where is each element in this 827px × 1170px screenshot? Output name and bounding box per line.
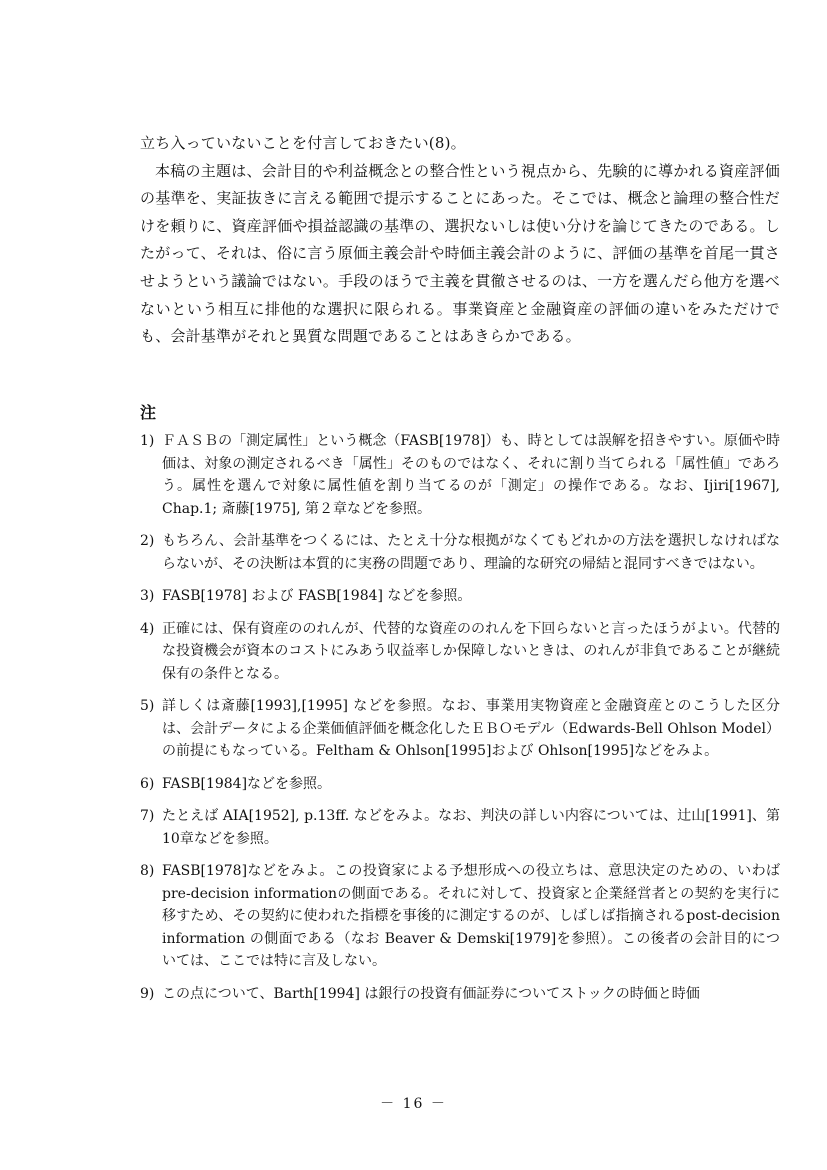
note-number: 6) xyxy=(140,775,155,792)
note-text: FASB[1984]などを参照。 xyxy=(162,775,332,792)
note-item xyxy=(140,805,780,850)
note-number: 8) xyxy=(140,863,155,879)
notes-list xyxy=(140,430,780,1015)
note-item xyxy=(140,585,780,608)
note-text: たとえば AIA[1952], p.13ff. などをみよ。なお、判決の詳しい内容については、辻山[1991]、第10章などを参照。 xyxy=(162,808,780,847)
note-item xyxy=(140,618,780,686)
note-text: 正確には、保有資産ののれんが、代替的な資産ののれんを下回らないと言ったほうがよい。代替的な投資機会が資本のコストにみあう収益率しか保障しないときは、のれんが非負であることが継続保有の条件となる。 xyxy=(162,620,780,682)
note-item xyxy=(140,983,780,1006)
note-item xyxy=(140,530,780,575)
page-number: － 16 － xyxy=(380,1096,447,1112)
body-paragraph-continuation: 立ち入っていないことを付言しておきたい(8)。 xyxy=(140,134,466,152)
note-item xyxy=(140,773,780,796)
note-item xyxy=(140,695,780,763)
note-number: 4) xyxy=(140,620,155,637)
note-text: FASB[1978]などをみよ。この投資家による予想形成への役立ちは、意思決定のための、いわばpre-decision informationの側面である。それに対して、投資家と企業経営者との契約を実行に移すため、その契約に使われた指標を事後的に測定するのが、しばしば指摘されるpost-decision information の側面である（なお Beaver & Demski[1979]を参照）。この後者の会計目的については、ここでは特に言及しない。 xyxy=(162,863,780,969)
body-paragraph-main: 本稿の主題は、会計目的や利益概念との整合性という視点から、先験的に導かれる資産評価の基準を、実証抜きに言える範囲で提示することにあった。そこでは、概念と論理の整合性だけを頼りに、資産評価や損益認識の基準の、選択ないしは使い分けを論じてきたのである。したがって、それは、俗に言う原価主義会計や時価主義会計のように、評価の基準を首尾一貫させようという議論ではない。手段のほうで主義を貫徹させるのは、一方を選んだら他方を選べないという相互に排他的な選択に限られる。事業資産と金融資産の評価の違いをみただけでも、会計基準がそれと異質な問題であることはあきらかである。 xyxy=(140,161,780,346)
note-text: もちろん、会計基準をつくるには、たとえ十分な根拠がなくてもどれかの方法を選択しなければならないが、その決断は本質的に実務の問題であり、理論的な研究の帰結と混同すべきではない。 xyxy=(162,533,780,572)
note-number: 9) xyxy=(140,985,155,1002)
note-number: 3) xyxy=(140,588,155,604)
note-number: 2) xyxy=(140,533,155,549)
body-text xyxy=(140,130,780,351)
note-text: ＦＡＳＢの「測定属性」という概念（FASB[1978]）も、時としては誤解を招きやすい。原価や時価は、対象の測定されるべき「属性」そのものではなく、それに割り当てられる「属性値」であろう。属性を選んで対象に属性値を割り当てるのが「測定」の操作である。なお、Ijiri[1967], Chap.1; 斎藤[1975], 第２章などを参照。 xyxy=(162,433,780,517)
note-number: 1) xyxy=(140,433,155,449)
note-number: 7) xyxy=(140,808,155,824)
note-text: FASB[1978] および FASB[1984] などを参照。 xyxy=(162,588,472,604)
notes-heading: 注 xyxy=(140,403,157,422)
note-number: 5) xyxy=(140,698,155,714)
note-item xyxy=(140,430,780,520)
note-text: 詳しくは斎藤[1993],[1995] などを参照。なお、事業用実物資産と金融資産とのこうした区分は、会計データによる企業価値評価を概念化したＥＢＯモデル（Edwards-Bell Ohlson Model）の前提にもなっている。Feltham & Ohlson[1995]および Ohlson[1995]などをみよ。 xyxy=(162,698,780,759)
note-text: この点について、Barth[1994] は銀行の投資有価証券についてストックの時価と時価 xyxy=(162,985,700,1002)
note-item xyxy=(140,860,780,973)
